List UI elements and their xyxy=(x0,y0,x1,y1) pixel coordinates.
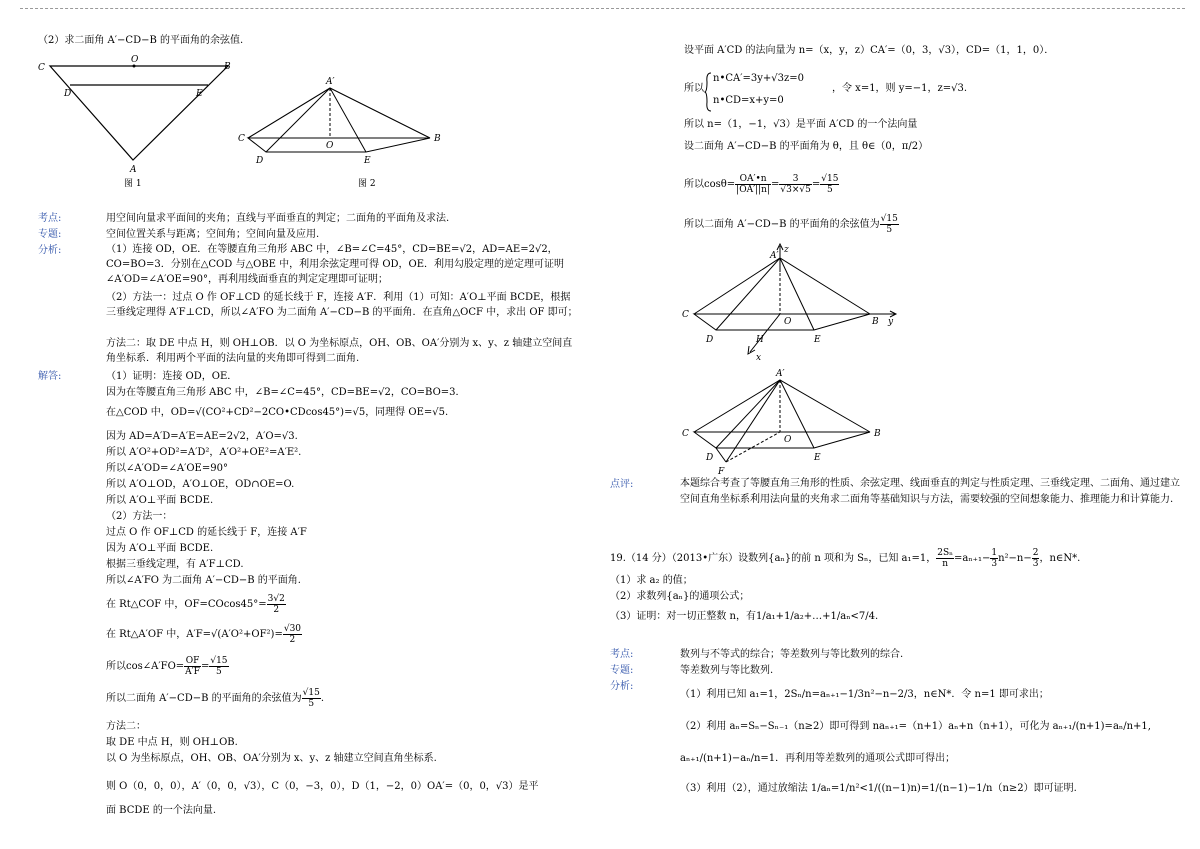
right-line-2-suffix: ，令 x=1，则 y=−1，z=√3. xyxy=(832,83,968,94)
fig1-label-b: B xyxy=(224,62,231,72)
fenxi-part-2: （2）方法一：过点 O 作 OF⊥CD 的延长线于 F，连接 A′F．利用（1）可知：A′O⊥平面 BCDE，根据三垂线定理得 A′F⊥CD，所以∠A′FO 为二面角 A′−CD−B 的平面角．在直角△OCF 中，求出 OF 即可； xyxy=(106,292,578,318)
page-top-border xyxy=(20,8,1185,9)
fenxi-label: 分析: xyxy=(38,245,62,256)
af-fraction xyxy=(283,624,302,645)
kaodian-label: 考点: xyxy=(38,213,62,224)
answer-fraction-1-den: 5 xyxy=(308,699,315,709)
of-fraction xyxy=(267,594,286,615)
cos-fraction-2-num: √15 xyxy=(210,656,228,666)
solution-line-9: （2）方法一： xyxy=(106,511,173,522)
jieda-label: 解答: xyxy=(38,371,62,382)
cos-theta-den-2: √3×√5 xyxy=(780,185,811,195)
q19-sub-3-prefix: （3）证明：对一切正整数 n，有 xyxy=(610,611,756,622)
right-line-2-prefix: 所以 xyxy=(684,83,704,94)
cos-theta-den-3: 5 xyxy=(826,185,833,195)
fx-line-2: （2）利用 aₙ=Sₙ−Sₙ₋₁（n≥2）即可得到 naₙ₊₁=（n+1）aₙ+n（n+1），可化为 aₙ₊₁/(n+1)=aₙ/n+1, xyxy=(680,721,1151,732)
question-19 xyxy=(610,548,1080,569)
kd-text: 数列与不等式的综合；等差数列与等比数列的综合. xyxy=(680,649,904,660)
solution-line-12: 根据三垂线定理，有 A′F⊥CD. xyxy=(106,559,244,570)
right-line-3: 所以 n=（1，−1，√3）是平面 A′CD 的一个法向量 xyxy=(684,119,918,130)
cos-formula: cos∠A′FO= xyxy=(126,661,185,672)
fig1-label-d: D xyxy=(64,89,72,99)
q19-part-f: n²−n− xyxy=(998,553,1032,564)
solution-line-20: 以 O 为坐标原点，OH、OB、OA′分别为 x、y、z 轴建立空间直角坐标系. xyxy=(106,753,437,764)
of-formula: OF=COcos45°= xyxy=(184,599,267,610)
solution-line-8: 所以 A′O⊥平面 BCDE. xyxy=(106,495,214,506)
cos-theta-num-1: OA′•n xyxy=(735,174,771,185)
cos-theta-num-2: 3 xyxy=(779,174,811,185)
figure-3 xyxy=(680,244,910,363)
solution-line-15-prefix: 在 Rt△A′OF 中， xyxy=(106,629,187,640)
of-denominator: 2 xyxy=(273,605,280,615)
cos-theta-den-1: |OA′||n| xyxy=(736,185,771,195)
fig3-label-h: H xyxy=(756,335,764,345)
fig1-label-c: C xyxy=(38,63,45,73)
kaodian-text: 用空间向量求平面间的夹角；直线与平面垂直的判定；二面角的平面角及求法. xyxy=(106,213,450,224)
system-brace-icon xyxy=(704,72,712,112)
af-numerator: √30 xyxy=(283,624,302,634)
q19-sub-1: （1）求 a₂ 的值； xyxy=(610,575,693,586)
system-equation-2: n•CD=x+y=0 xyxy=(713,95,784,106)
solution-line-16: 所以cos∠A′FO= $\frac{OF}{A'F}$ = $\frac{√15}{5}$ xyxy=(106,656,228,677)
fig3-label-o: O xyxy=(784,317,792,327)
right-line-6-prefix: 所以二面角 A′−CD−B 的平面角的余弦值为 xyxy=(684,219,880,230)
fig1-label-o: O xyxy=(131,55,139,65)
fig2-label-c: C xyxy=(238,134,245,144)
solution-line-7: 所以 A′O⊥OD，A′O⊥OE，OD∩OE=O. xyxy=(106,479,295,490)
solution-line-14 xyxy=(106,594,286,615)
zt-text: 等差数列与等比数列. xyxy=(680,665,774,676)
right-line-5-prefix: 所以 xyxy=(684,179,704,190)
right-line-6 xyxy=(684,214,899,235)
solution-line-5: 所以 A′O²+OD²=A′D²，A′O²+OE²=A′E². xyxy=(106,447,302,458)
cos-theta-fraction-2 xyxy=(779,174,811,195)
cos-fraction-1-num: OF xyxy=(185,656,200,666)
af-denominator: 2 xyxy=(289,635,296,645)
cos-fraction-1 xyxy=(184,656,201,677)
q19-fraction-1-den: n xyxy=(942,559,949,569)
fig1-label-e: E xyxy=(196,89,203,99)
solution-line-15 xyxy=(106,624,302,645)
answer-fraction-2-num: √15 xyxy=(880,214,898,224)
fig3-label-d: D xyxy=(706,335,714,345)
system-equation-1: n•CA′=3y+√3z=0 xyxy=(713,73,804,84)
q19-fraction-2 xyxy=(990,548,998,569)
fenxi-part-1: （1）连接 OD，OE．在等腰直角三角形 ABC 中，∠B=∠C=45°，CD=BE=√2，AD=AE=2√2，CO=BO=3．分别在△COD 与△OBE 中，利用余弦定理可得 OD，OE．利用勾股定理的逆定理可证明∠A′OD=∠A′OE=90°，再利用线面垂直的判定定理即可证明； xyxy=(106,244,565,285)
q19-fraction-3-num: 2 xyxy=(1032,548,1039,558)
q19-part-i: ，n∈N*. xyxy=(1039,553,1081,564)
fig4-label-e: E xyxy=(814,453,821,463)
q19-sub-3 xyxy=(610,610,878,624)
fx-label: 分析: xyxy=(610,681,634,692)
fig4-label-f: F xyxy=(718,467,725,477)
cos-theta-num-3: √15 xyxy=(821,174,839,184)
af-formula: A′F=√(A′O²+OF²)= xyxy=(186,629,283,640)
solution-line-10: 过点 O 作 OF⊥CD 的延长线于 F，连接 A′F xyxy=(106,527,307,538)
figure-4 xyxy=(680,366,910,476)
solution-line-1: （1）证明：连接 OD，OE． xyxy=(106,371,238,382)
q19-part-b: =aₙ₊₁− xyxy=(954,553,991,564)
solution-line-22: 面 BCDE 的一个法向量. xyxy=(106,805,217,816)
fenxi-part-3: 方法二：取 DE 中点 H，则 OH⊥OB．以 O 为坐标原点，OH、OB、OA′分别为 x、y、z 轴建立空间直角坐标系．利用两个平面的法向量的夹角即可得到二面角. xyxy=(106,338,573,364)
fig2-label-e: E xyxy=(364,156,371,166)
zt-label: 专题: xyxy=(610,665,634,676)
cos-theta-fraction-3 xyxy=(820,174,839,195)
fig3-label-x: x xyxy=(756,353,762,363)
right-line-5: 所以cosθ= $\frac{OA'•n}{|OA'||n|}$ = $\frac{3}{√3\times√5}$ = $\frac{√15}{5}$ xyxy=(684,174,839,195)
solution-line-3 xyxy=(106,406,448,420)
cos-theta-formula: cosθ= xyxy=(704,179,736,190)
q19-fraction-2-num: 1 xyxy=(991,548,998,558)
answer-fraction-2-den: 5 xyxy=(886,225,893,235)
answer-fraction-1-num: √15 xyxy=(302,688,320,698)
answer-fraction-2 xyxy=(880,214,899,235)
fig2-label-o: O xyxy=(326,141,334,151)
fig2-caption: 图 2 xyxy=(358,179,376,189)
solution-line-2: 因为在等腰直角三角形 ABC 中，∠B=∠C=45°，CD=BE=√2，CO=BO=3． xyxy=(106,387,466,398)
zhuanti-label: 专题: xyxy=(38,229,62,240)
fig4-label-d: D xyxy=(706,453,714,463)
fig1-caption: 图 1 xyxy=(124,179,142,189)
fx-line-1: （1）利用已知 a₁=1，2Sₙ/n=aₙ₊₁−1/3n²−n−2/3，n∈N*．令 n=1 即可求出； xyxy=(680,689,1049,700)
solution-line-18: 方法二： xyxy=(106,721,146,732)
q19-fraction-3-den: 3 xyxy=(1032,559,1039,569)
q19-sub-2: （2）求数列{aₙ}的通项公式； xyxy=(610,591,750,602)
fig4-label-b: B xyxy=(874,429,881,439)
right-line-4: 设二面角 A′−CD−B 的平面角为 θ，且 θ∈（0，π/2） xyxy=(684,141,929,152)
dianping-text: 本题综合考查了等腰直角三角形的性质、余弦定理、线面垂直的判定与性质定理、三垂线定理、二面角、通过建立空间直角坐标系利用法向量的夹角求二面角等基础知识与方法，需要较强的空间想象能力、推理能力和计算能力. xyxy=(680,478,1180,505)
dianping-label: 点评: xyxy=(610,479,634,490)
fig1-label-a: A xyxy=(130,165,137,175)
fig2-label-b: B xyxy=(434,134,441,144)
fig2-label-d: D xyxy=(256,156,264,166)
fx-line-4: （3）利用（2），通过放缩法 1/aₙ=1/n²<1/((n−1)n)=1/(n−1)−1/n（n≥2）即可证明. xyxy=(680,783,1077,794)
fig3-label-y: y xyxy=(888,317,894,327)
cos-fraction-2-den: 5 xyxy=(216,667,222,677)
od-formula: OD=√(CO²+CD²−2CO•CDcos45°)=√5 xyxy=(170,407,366,418)
cos-fraction-2 xyxy=(209,656,228,677)
fig3-label-z: z xyxy=(784,245,789,255)
fx-line-3: aₙ₊₁/(n+1)−aₙ/n=1．再利用等差数列的通项公式即可得出； xyxy=(680,753,956,764)
q19-fraction-1-num: 2Sₙ xyxy=(937,548,954,558)
fig2-label-a: A′ xyxy=(326,77,335,87)
question-19-intro: 19.（14 分）（2013•广东）设数列{aₙ}的前 n 项和为 Sₙ，已知 a₁=1， xyxy=(610,553,937,564)
solution-line-19: 取 DE 中点 H，则 OH⊥OB. xyxy=(106,737,238,748)
solution-line-17-prefix: 所以二面角 A′−CD−B 的平面角的余弦值为 xyxy=(106,693,302,704)
solution-line-13: 所以∠A′FO 为二面角 A′−CD−B 的平面角. xyxy=(106,575,301,586)
fig3-label-b: B xyxy=(872,317,879,327)
figure-1 xyxy=(38,52,238,189)
solution-line-4: 因为 AD=A′D=A′E=AE=2√2，A′O=√3. xyxy=(106,431,298,442)
figure-2 xyxy=(238,74,448,189)
q19-fraction-1 xyxy=(936,548,954,569)
of-numerator: 3√2 xyxy=(267,594,285,604)
solution-line-14-prefix: 在 Rt△COF 中， xyxy=(106,599,185,610)
fig3-label-a: A′ xyxy=(770,251,779,261)
cos-fraction-1-den: A′F xyxy=(185,667,200,677)
answer-fraction-1 xyxy=(302,688,321,709)
q19-sub-3-formula: 1/a₁+1/a₂+…+1/aₙ<7/4. xyxy=(755,611,879,622)
fig3-label-e: E xyxy=(814,335,821,345)
solution-line-6: 所以∠A′OD=∠A′OE=90° xyxy=(106,463,228,474)
fig4-label-a: A′ xyxy=(776,369,785,379)
solution-line-16-prefix: 所以 xyxy=(106,661,126,672)
zhuanti-text: 空间位置关系与距离；空间角；空间向量及应用. xyxy=(106,229,320,240)
kd-label: 考点: xyxy=(610,649,634,660)
solution-line-11: 因为 A′O⊥平面 BCDE. xyxy=(106,543,214,554)
solution-line-3-prefix: 在△COD 中， xyxy=(106,407,171,418)
right-line-1: 设平面 A′CD 的法向量为 n=（x，y，z）CA′=（0，3，√3），CD=（1，1，0）． xyxy=(684,45,1055,56)
solution-line-21: 则 O（0，0，0），A′（0，0，√3），C（0，−3，0），D（1，−2，0）OA′=（0，0，√3）是平 xyxy=(106,781,539,792)
question-text: （2）求二面角 A′−CD−B 的平面角的余弦值. xyxy=(38,35,244,46)
fig4-label-o: O xyxy=(784,435,792,445)
q19-fraction-2-den: 3 xyxy=(991,559,998,569)
fig4-label-c: C xyxy=(682,429,689,439)
solution-line-3-suffix: ，同理得 OE=√5. xyxy=(365,407,449,418)
fig3-label-c: C xyxy=(682,310,689,320)
cos-theta-fraction-1 xyxy=(735,174,771,195)
solution-line-17: 所以二面角 A′−CD−B 的平面角的余弦值为 $\frac{√15}{5}$ . xyxy=(106,688,324,709)
